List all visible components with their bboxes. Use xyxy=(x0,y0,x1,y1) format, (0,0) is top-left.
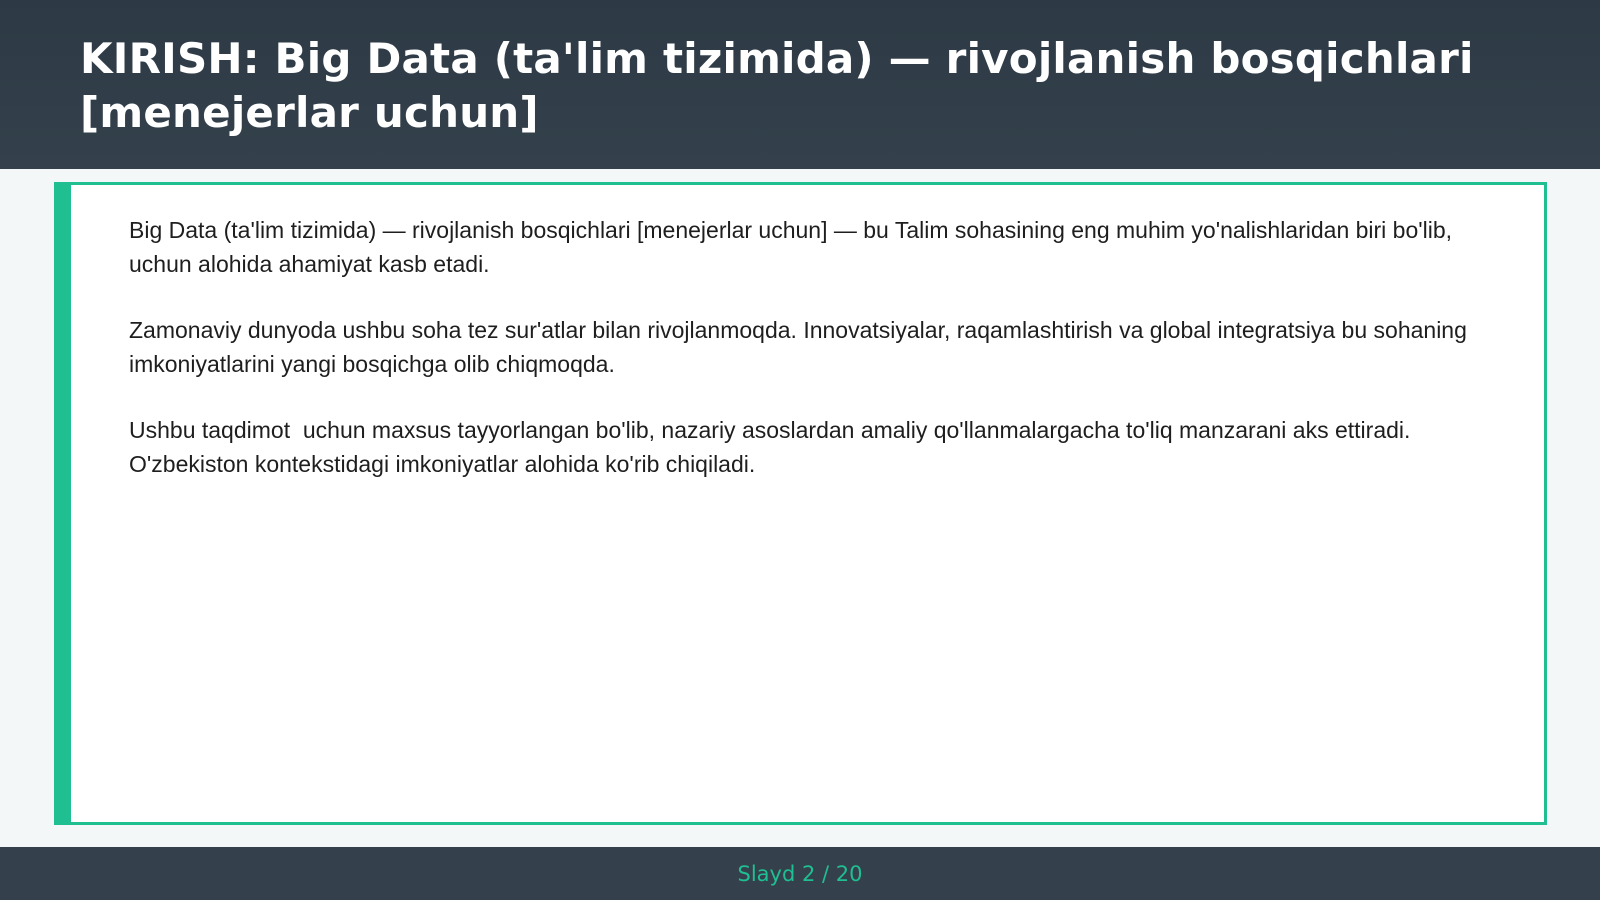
content-panel xyxy=(54,182,1547,825)
slide-counter: Slayd 2 / 20 xyxy=(737,861,863,886)
paragraph-presentation-purpose: Ushbu taqdimot uchun maxsus tayyorlangan bo'lib, nazariy asoslardan amaliy qo'llanmalargacha to'liq manzarani aks ettiradi. O'zbekiston kontekstidagi imkoniyatlar alohida ko'rib chiqiladi. xyxy=(129,417,1417,477)
slide-header xyxy=(0,0,1600,169)
slide-footer xyxy=(0,847,1600,900)
body-text xyxy=(129,213,1509,513)
paragraph-intro: Big Data (ta'lim tizimida) — rivojlanish bosqichlari [menejerlar uchun] — bu Talim sohasining eng muhim yo'nalishlaridan biri bo'lib, uchun alohida ahamiyat kasb etadi. xyxy=(129,217,1465,277)
paragraph-modern-world: Zamonaviy dunyoda ushbu soha tez sur'atlar bilan rivojlanmoqda. Innovatsiyalar, raqamlashtirish va global integratsiya bu sohaning imkoniyatlarini yangi bosqichga olib chiqmoqda. xyxy=(129,317,1474,377)
slide-title: KIRISH: Big Data (ta'lim tizimida) — rivojlanish bosqichlari [menejerlar uchun] xyxy=(80,34,1474,137)
